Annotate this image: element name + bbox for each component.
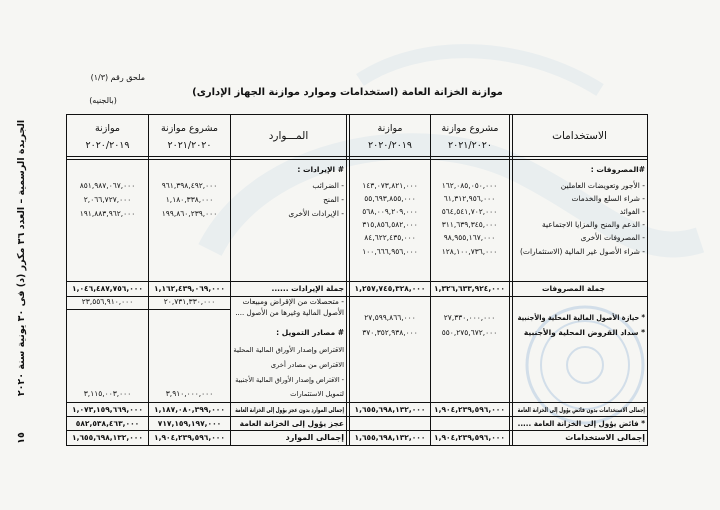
resources-lending-label: - متحصلات من الإقراض ومبيعات xyxy=(242,297,344,306)
resources-item-label: - الضرائب xyxy=(312,181,344,190)
header-rule xyxy=(66,159,648,160)
resources-item-budget: ٨٥١,٩٨٧,٠٦٧,٠٠٠ xyxy=(79,181,136,190)
resources-total-no-deficit-label: إجمالى الموارد بدون عجز يؤول إلى الخزانة العامة xyxy=(235,406,344,414)
page-title: موازنة الخزانة العامة (استخدامات وموارد موازنة الجهاز الإدارى) xyxy=(192,87,503,98)
resources-item-draft: ١٩٩,٨٦٠,٢٣٩,٠٠٠ xyxy=(161,209,218,218)
gazette-running-header: الجريدة الرسمية – العدد ٣٦ مكرر (د) فى ٣٠ يونية سنة ٢٠٢٠ xyxy=(16,119,27,397)
header-uses-budget-label: موازنة xyxy=(377,123,403,134)
uses-item-budget: ٥٥,٦٩٣,٨٥٥,٠٠٠ xyxy=(364,194,416,203)
resources-item-label: - المنح xyxy=(323,195,344,204)
uses-grand-total-label: إجمالى الاستخدامات xyxy=(565,433,645,442)
resources-total-budget: ١,٠٤٦,٤٨٧,٧٥٦,٠٠٠ xyxy=(72,284,143,293)
uses-total-no-surplus-label: إجمالى الاستخدامات بدون فائض يؤول إلى الخزانة العامة xyxy=(517,406,645,414)
col-divider xyxy=(346,114,347,445)
resources-heading: # الإيرادات : xyxy=(297,165,344,174)
resources-item-draft: ١,١٨٠,٣٣٨,٠٠٠ xyxy=(165,195,214,204)
uses-item-label: - الفوائد xyxy=(619,207,645,216)
uses-repayment-label: * سداد القروض المحلية والأجنبية xyxy=(523,328,645,337)
resources-item-label: - الإيرادات الأخرى xyxy=(288,209,344,218)
uses-item-budget: ١٤٣,٠٧٣,٨٢١,٠٠٠ xyxy=(362,181,418,190)
header-resources-draft-label: مشروع موازنة xyxy=(160,123,219,134)
uses-total-budget: ١,٢٥٧,٧٤٥,٣٢٨,٠٠٠ xyxy=(354,284,426,293)
uses-item-budget: ٣١٥,٨٥٦,٥٨٢,٠٠٠ xyxy=(362,220,418,229)
currency-unit: (بالجنيه) xyxy=(89,96,117,105)
col-divider xyxy=(509,114,510,445)
uses-item-label: - المصروفات الأخرى xyxy=(580,233,645,242)
resources-item-budget: ١٩١,٨٨٣,٩٦٢,٠٠٠ xyxy=(79,209,136,218)
financing-item-label: الاقتراض من مصادر أخرى xyxy=(270,361,344,369)
header-uses-budget-year: ٢٠٢٠/٢٠١٩ xyxy=(367,140,413,151)
col-divider xyxy=(430,114,431,445)
uses-item-draft: ٩٨,٩٥٥,١٦٧,٠٠٠ xyxy=(443,233,496,242)
col-divider xyxy=(512,114,513,445)
resources-grand-total-budget: ١,٦٥٥,٦٩٨,١٣٢,٠٠٠ xyxy=(72,433,143,442)
header-uses: الاستخدامات xyxy=(552,130,607,142)
financing-item-label: لتمويل الاستثمارات xyxy=(290,390,344,398)
uses-acquisition-label: * حيازة الأصول المالية المحلية والأجنبية xyxy=(517,313,645,322)
uses-item-draft: ٥٦٤,٥٤١,٧٠٢,٠٠٠ xyxy=(441,207,498,216)
financing-item-label: - الاقتراض وإصدار الأوراق المالية الأجنبية xyxy=(235,376,344,384)
resources-deficit-draft: ٧١٧,١٥٩,١٩٧,٠٠٠ xyxy=(157,419,222,428)
uses-total-no-surplus-draft: ١,٩٠٤,٢٣٩,٥٩٦,٠٠٠ xyxy=(434,405,505,414)
col-divider xyxy=(148,114,149,445)
subtotal-rule xyxy=(66,281,648,282)
resources-total-draft: ١,١٦٢,٤٣٩,٠٦٩,٠٠٠ xyxy=(154,284,225,293)
uses-item-label: - الأجور وتعويضات العاملين xyxy=(560,181,645,190)
header-resources-budget-year: ٢٠٢٠/٢٠١٩ xyxy=(85,140,130,151)
total-rule xyxy=(66,402,648,403)
resources-item-budget: ٢,٠٦٦,٧٢٧,٠٠٠ xyxy=(83,195,132,204)
header-uses-draft-label: مشروع موازنة xyxy=(441,123,499,134)
uses-item-budget: ١٠٠,٦٦٦,٩٥٦,٠٠٠ xyxy=(362,247,418,256)
uses-item-label: - شراء الأصول غير المالية (الاستثمارات) xyxy=(519,247,645,256)
uses-item-budget: ٥٦٨,٠٠٩,٢٠٩,٠٠٠ xyxy=(362,207,418,216)
uses-heading: #المصروفات : xyxy=(590,165,645,174)
financing-heading: # مصادر التمويل : xyxy=(276,328,344,337)
uses-item-label: - شراء السلع والخدمات xyxy=(571,194,645,203)
col-divider xyxy=(349,114,350,445)
total-rule xyxy=(66,430,648,431)
financing-item-draft: ٣,٩١٠,٠٠٠,٠٠٠ xyxy=(165,389,214,398)
resources-total-no-deficit-draft: ١,١٨٧,٠٨٠,٣٩٩,٠٠٠ xyxy=(154,405,225,414)
resources-lending-label-cont: الأصول المالية وغيرها من الأصول .... xyxy=(235,308,344,317)
resources-total-no-deficit-budget: ١,٠٧٣,١٥٩,٦٦٩,٠٠٠ xyxy=(72,405,143,414)
page-number: ١٥ xyxy=(16,432,27,444)
resources-lending-draft: ٢٠,٧٣١,٣٣٠,٠٠٠ xyxy=(163,297,216,306)
header-resources: المـــوارد xyxy=(268,130,309,142)
uses-acquisition-budget: ٢٧,٥٩٩,٨٦٦,٠٠٠ xyxy=(364,313,416,322)
resources-grand-total-label: إجمالى الموارد xyxy=(285,433,344,442)
uses-item-draft: ١٦٢,٠٨٥,٠٥٠,٠٠٠ xyxy=(441,181,498,190)
financing-item-label: الاقتراض وإصدار الأوراق المالية المحلية xyxy=(233,346,344,354)
uses-grand-total-budget: ١,٦٥٥,٦٩٨,١٣٢,٠٠٠ xyxy=(354,433,426,442)
header-resources-draft-year: ٢٠٢١/٢٠٢٠ xyxy=(167,140,212,151)
financing-item-budget: ٣,١١٥,٠٠٣,٠٠٠ xyxy=(83,389,132,398)
uses-repayment-draft: ٥٥٠,٢٧٥,٦٧٢,٠٠٠ xyxy=(441,328,498,337)
annex-number: ملحق رقم (١/٣) xyxy=(90,73,145,82)
col-divider xyxy=(230,114,231,445)
uses-grand-total-draft: ١,٩٠٤,٢٣٩,٥٩٦,٠٠٠ xyxy=(434,433,505,442)
header-resources-budget-label: موازنة xyxy=(95,123,120,134)
resources-deficit-budget: ٥٨٢,٥٣٨,٤٦٣,٠٠٠ xyxy=(75,419,140,428)
uses-item-draft: ١٢٨,١٠٠,٧٣٦,٠٠٠ xyxy=(441,247,498,256)
resources-item-draft: ٩٦١,٣٩٨,٤٩٢,٠٠٠ xyxy=(161,181,218,190)
watermark-swash-2 xyxy=(360,51,600,90)
uses-item-draft: ٦١,٣١٢,٩٥٦,٠٠٠ xyxy=(443,194,496,203)
uses-repayment-budget: ٣٧٠,٣٥٢,٩٣٨,٠٠٠ xyxy=(362,328,418,337)
row-rule xyxy=(66,309,230,310)
resources-deficit-label: عجز يؤول إلى الخزانة العامة xyxy=(239,419,344,428)
uses-total-no-surplus-budget: ١,٦٥٥,٦٩٨,١٣٢,٠٠٠ xyxy=(354,405,426,414)
resources-total-label: جملة الإيرادات ...... xyxy=(271,284,344,293)
total-rule xyxy=(66,416,648,417)
resources-grand-total-draft: ١,٩٠٤,٢٣٩,٥٩٦,٠٠٠ xyxy=(154,433,225,442)
resources-lending-budget: ٢٣,٥٥٦,٩١٠,٠٠٠ xyxy=(81,297,134,306)
uses-surplus-label: * فائض يؤول إلى الخزانة العامة ..... xyxy=(517,419,645,428)
uses-item-label: - الدعم والمنح والمزايا الاجتماعية xyxy=(541,220,645,229)
uses-acquisition-draft: ٢٧,٣٣٠,٠٠٠,٠٠٠ xyxy=(443,313,496,322)
uses-item-draft: ٣١١,٦٣٩,٣٤٥,٠٠٠ xyxy=(441,220,498,229)
uses-total-draft: ١,٣٢٦,٦٣٣,٩٢٤,٠٠٠ xyxy=(434,284,505,293)
uses-total-label: جملة المصروفات xyxy=(541,284,605,293)
header-rule xyxy=(66,156,648,157)
header-uses-draft-year: ٢٠٢١/٢٠٢٠ xyxy=(447,140,493,151)
uses-item-budget: ٨٤,٦٢٢,٤٣٥,٠٠٠ xyxy=(364,233,416,242)
